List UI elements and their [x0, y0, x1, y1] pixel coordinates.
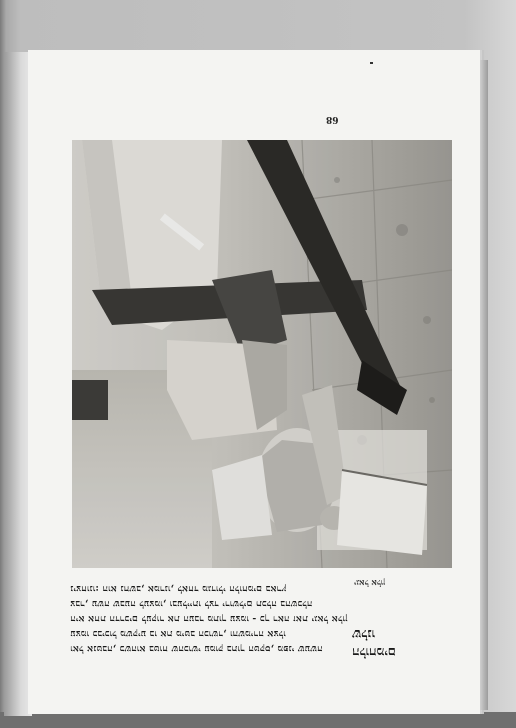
caption-line: היא אחת הדרכים לעקור את העבר מתוך עצמו - כך ראה זאת יגאל אלון [70, 613, 348, 624]
caption-line: ואל אנטבה, כשהוא בטוח שהכושי עמוק בתוך הטקס, מפני שעשה [70, 643, 323, 654]
caption-line: עצמו כביכול משקיע בו את מיטב הכושר, והשמירה אצלו [70, 628, 286, 639]
soldier-with-rifle-photo [72, 140, 452, 568]
photo-caption [70, 574, 352, 656]
caption-line: ניצחונו: הוא נחשב, אמרנו, לאחד מגדולי הלוחמים בארץ [70, 583, 287, 594]
caption-line: צבר, עשה שבעה לעצמו, ובעלייתו לצד ירושלים תכלה בהשכלה [70, 598, 313, 609]
section-title [352, 624, 438, 660]
scan-bottom-edge [0, 712, 516, 728]
page-number: 68 [326, 114, 339, 124]
author-name: יגאל אלון [354, 577, 386, 587]
photograph [72, 140, 452, 568]
title-line: הלוחמים [352, 644, 396, 659]
dust-speck [370, 62, 373, 64]
title-line: שלנו [352, 626, 375, 641]
book-right-edge [480, 60, 488, 710]
